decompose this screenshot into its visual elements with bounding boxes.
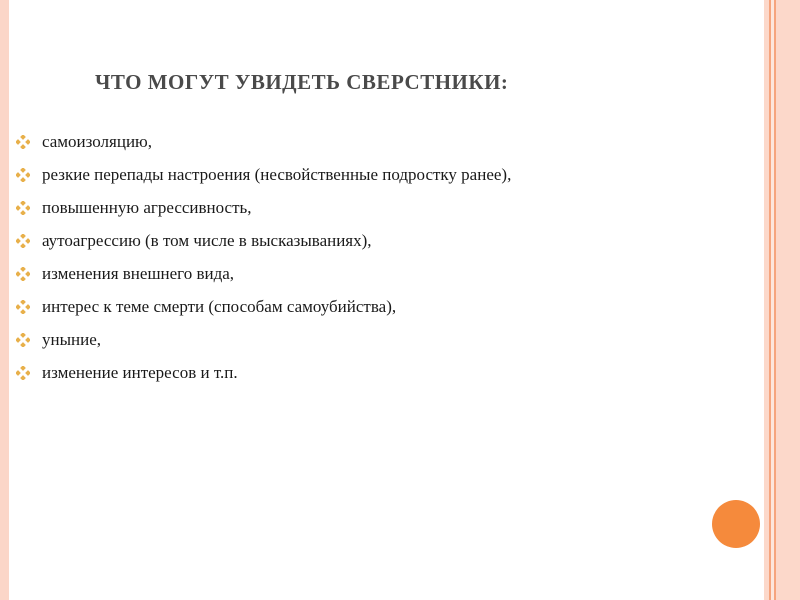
diamond-bullet-icon — [16, 300, 32, 316]
bullet-item — [16, 263, 511, 296]
diamond-bullet-icon — [16, 234, 32, 250]
bullet-text: самоизоляцию, — [42, 132, 152, 151]
bullet-item — [16, 296, 511, 329]
bullet-text: изменение интересов и т.п. — [42, 363, 238, 382]
bullet-text: уныние, — [42, 330, 102, 349]
left-border-decoration — [0, 0, 9, 600]
orange-circle-decoration — [712, 500, 760, 548]
bullet-text: аутоагрессию (в том числе в высказываниях), — [42, 231, 372, 250]
diamond-bullet-icon — [16, 135, 32, 151]
bullet-text: интерес к теме смерти (способам самоубийства), — [42, 297, 397, 316]
bullet-item — [16, 329, 511, 362]
bullet-text: резкие перепады настроения (несвойственные подростку ранее), — [42, 165, 512, 184]
bullet-item — [16, 362, 511, 395]
diamond-bullet-icon — [16, 333, 32, 349]
bullet-item — [16, 230, 511, 263]
diamond-bullet-icon — [16, 267, 32, 283]
bullet-text: повышенную агрессивность, — [42, 198, 252, 217]
right-stripes-decoration — [764, 0, 800, 600]
diamond-bullet-icon — [16, 201, 32, 217]
bullet-item — [16, 197, 511, 230]
bullet-list — [16, 131, 511, 395]
diamond-bullet-icon — [16, 366, 32, 382]
bullet-text: изменения внешнего вида, — [42, 264, 235, 283]
slide-title: ЧТО МОГУТ УВИДЕТЬ СВЕРСТНИКИ: — [95, 70, 509, 94]
bullet-item — [16, 131, 511, 164]
diamond-bullet-icon — [16, 168, 32, 184]
bullet-item — [16, 164, 511, 197]
